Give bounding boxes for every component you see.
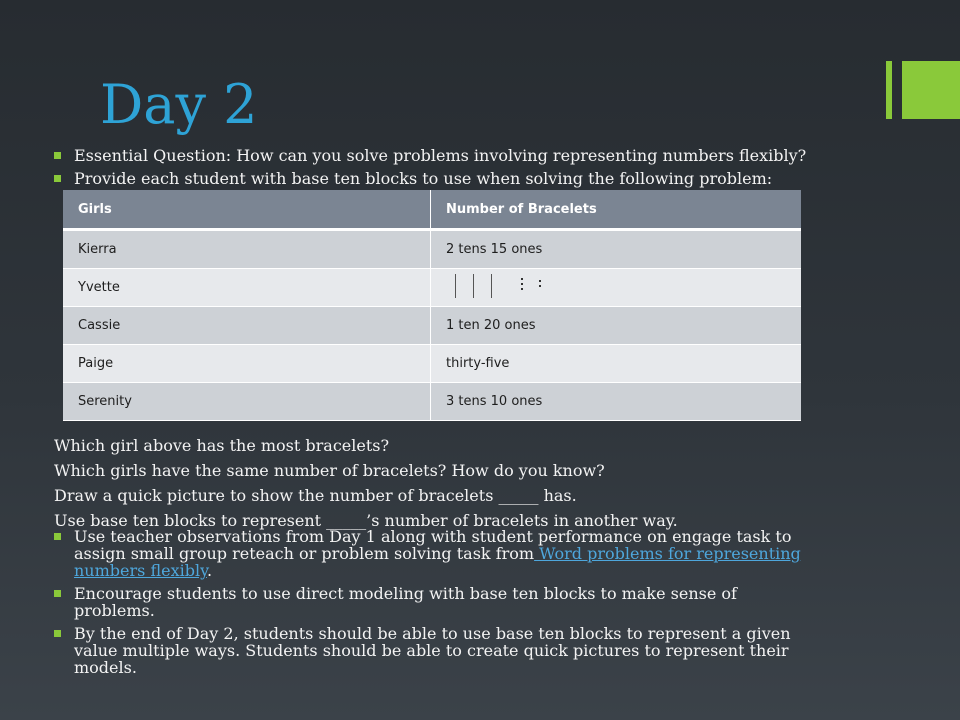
cell-girl: Cassie	[63, 307, 431, 345]
cell-bracelets: 1 ten 20 ones	[431, 307, 802, 345]
cell-girl: Yvette	[63, 269, 431, 307]
cell-bracelets: 3 tens 10 ones	[431, 383, 802, 421]
table-row	[63, 345, 801, 383]
bullet-square-icon	[54, 630, 61, 637]
word-problems-link[interactable]: Word problems for representing numbers flexibly	[74, 544, 801, 580]
one-dot	[521, 278, 523, 280]
one-dot	[521, 283, 523, 285]
header-girls: Girls	[63, 190, 431, 230]
bullet-text: Essential Question: How can you solve problems involving representing numbers flexibly?	[74, 146, 807, 165]
ones-dots	[539, 274, 543, 298]
bullet-text: Use teacher observations from Day 1 along with student performance on engage task to assign small group reteach or problem solving task from	[74, 527, 792, 563]
one-dot	[539, 285, 541, 287]
question-most-bracelets: Which girl above has the most bracelets?	[54, 436, 390, 455]
cell-bracelets-model	[431, 269, 802, 307]
bullet-provide-blocks	[54, 170, 814, 187]
header-number-of-bracelets: Number of Bracelets	[431, 190, 802, 230]
bullet-square-icon	[54, 533, 61, 540]
ten-rod	[455, 274, 456, 298]
bullet-square-icon	[54, 175, 61, 182]
ones-dots	[521, 274, 525, 298]
slide-title: Day 2	[100, 73, 258, 136]
base-ten-quick-picture	[446, 274, 543, 298]
bracelets-table	[63, 190, 801, 421]
bullet-text: By the end of Day 2, students should be able to use base ten blocks to represent a given value multiple ways. Students should be able to create quick pictures to represent their models.	[74, 624, 791, 677]
table-row	[63, 269, 801, 307]
bullet-period: .	[207, 561, 213, 580]
bullet-end-of-day	[54, 625, 814, 676]
one-dot	[521, 288, 523, 290]
ten-rod	[473, 274, 474, 298]
cell-girl: Kierra	[63, 230, 431, 269]
question-another-way: Use base ten blocks to represent _____’s number of bracelets in another way.	[54, 511, 678, 530]
bullet-square-icon	[54, 152, 61, 159]
ten-rod	[491, 274, 492, 298]
table-row	[63, 230, 801, 269]
accent-bar-thin	[886, 61, 892, 119]
cell-girl: Paige	[63, 345, 431, 383]
bottom-bullet-list	[54, 528, 814, 682]
question-same-number: Which girls have the same number of bracelets? How do you know?	[54, 461, 605, 480]
table-row	[63, 307, 801, 345]
cell-bracelets: 2 tens 15 ones	[431, 230, 802, 269]
bullet-direct-modeling	[54, 585, 814, 619]
cell-bracelets: thirty-five	[431, 345, 802, 383]
bullet-text: Encourage students to use direct modeling with base ten blocks to make sense of problems.	[74, 584, 737, 620]
question-quick-picture: Draw a quick picture to show the number of bracelets _____ has.	[54, 486, 577, 505]
table-row	[63, 383, 801, 421]
table-header-row	[63, 190, 801, 230]
question-list	[54, 437, 814, 537]
bullet-square-icon	[54, 590, 61, 597]
bullet-essential-question	[54, 147, 814, 164]
accent-bar-thick	[902, 61, 960, 119]
bullet-teacher-observations	[54, 528, 814, 579]
cell-girl: Serenity	[63, 383, 431, 421]
bullet-text: Provide each student with base ten blocks to use when solving the following problem:	[74, 169, 773, 188]
one-dot	[539, 280, 541, 282]
top-bullet-list	[54, 147, 814, 193]
